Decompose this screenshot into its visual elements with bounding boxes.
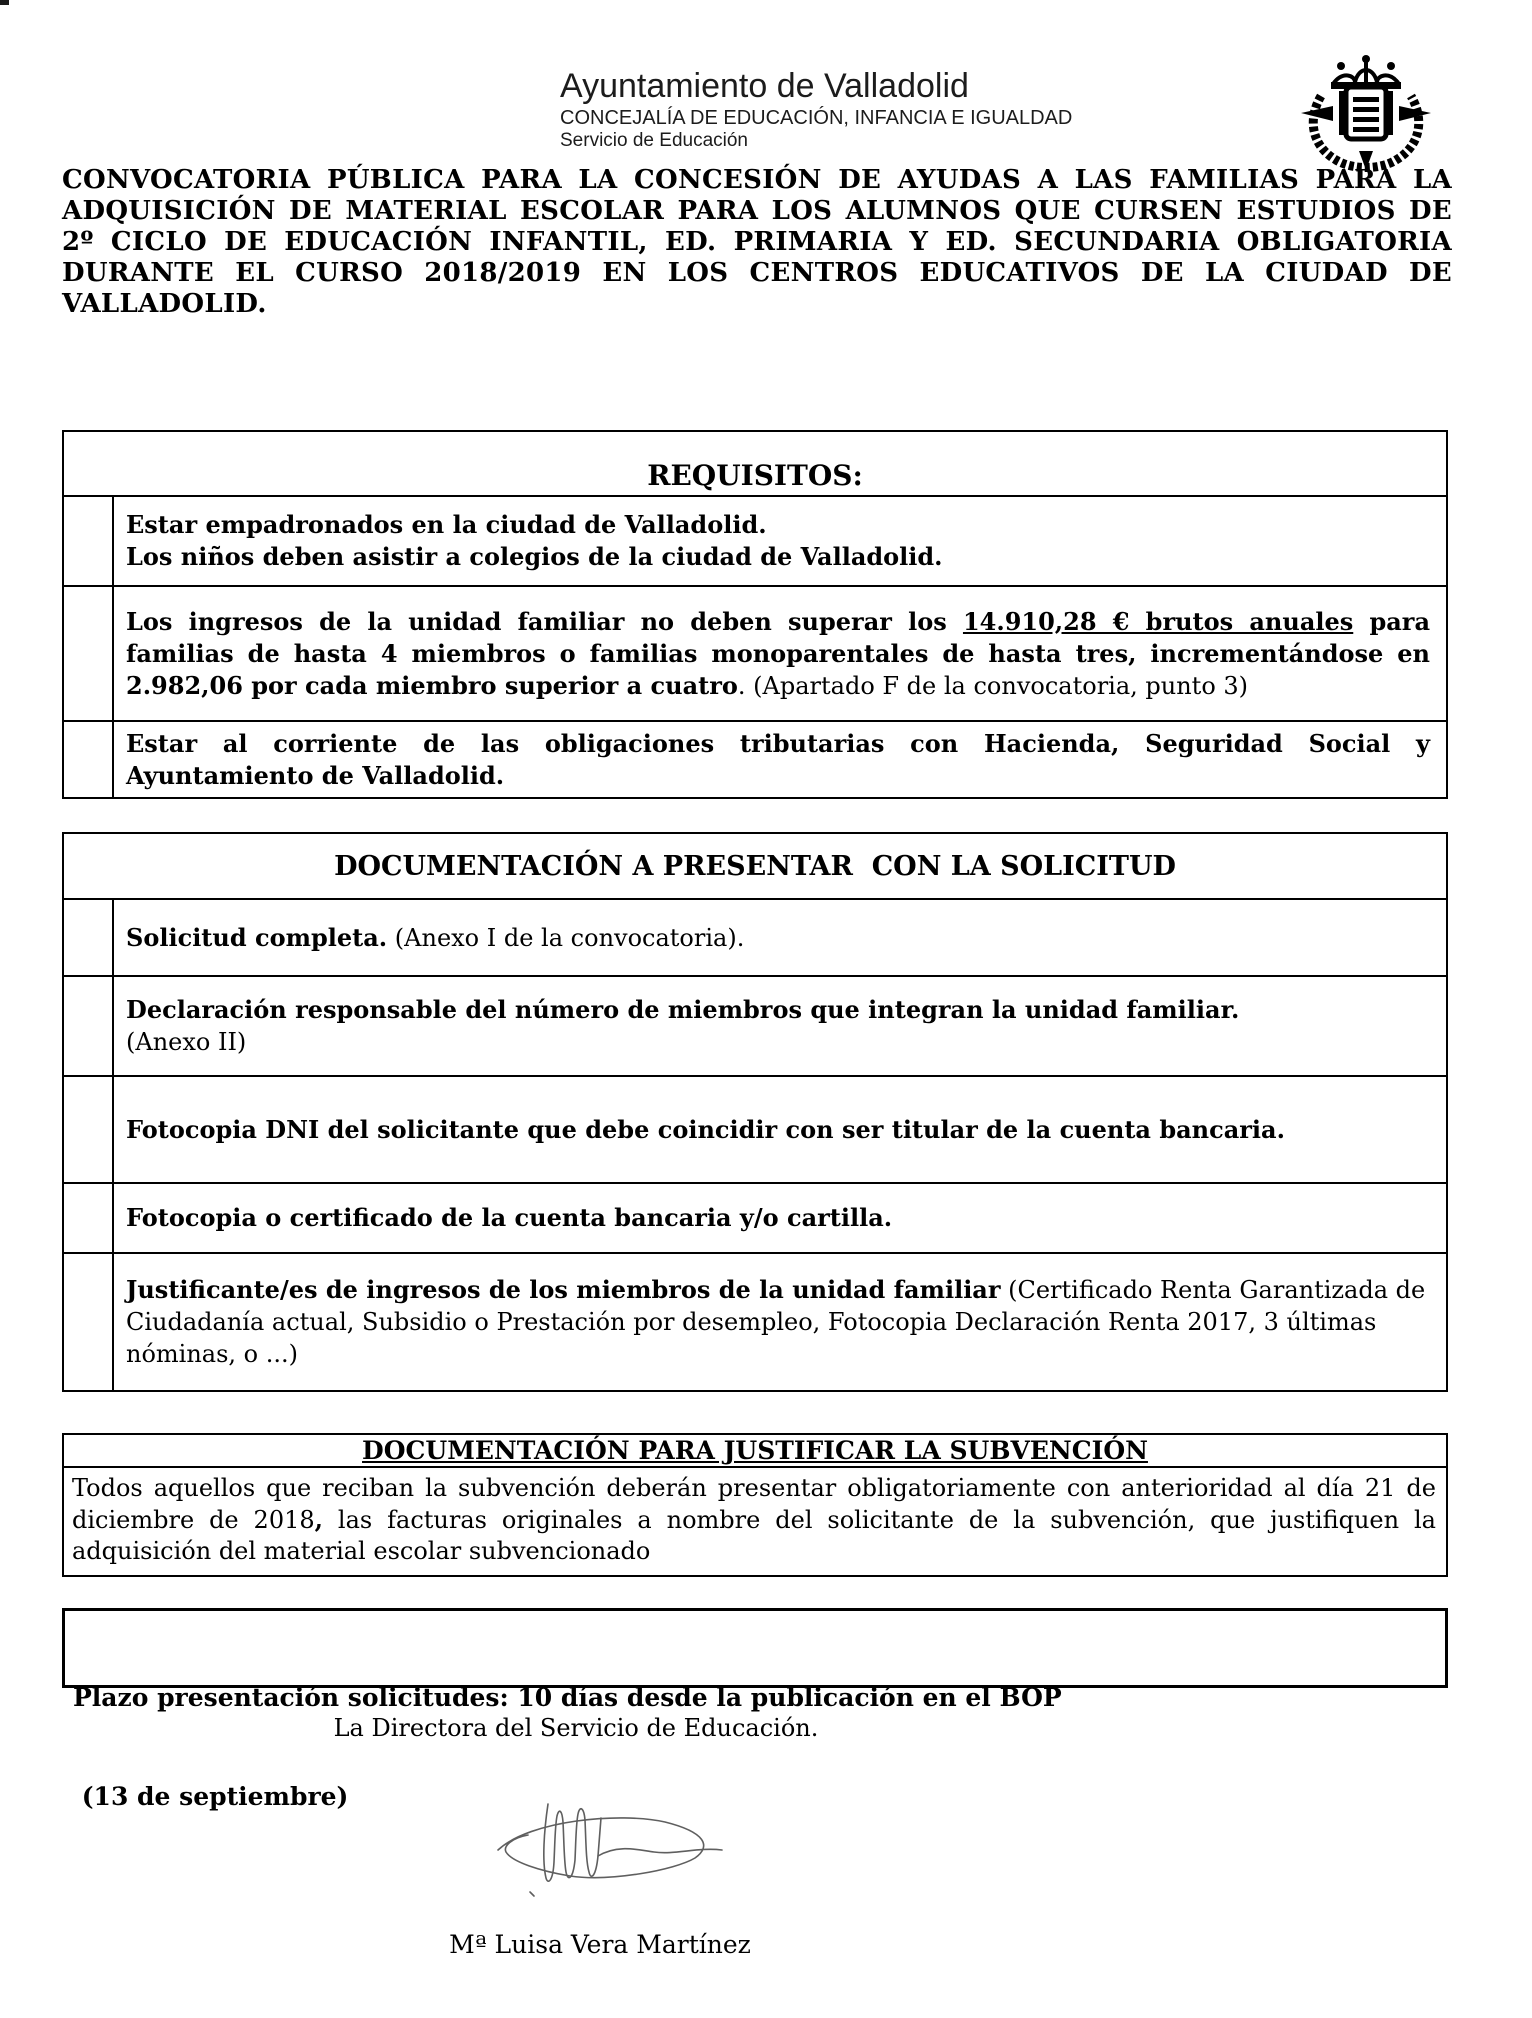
scan-artifact: [0, 0, 9, 5]
document-item: Fotocopia o certificado de la cuenta bancaria y/o cartilla.: [126, 1203, 893, 1232]
documentacion-header: DOCUMENTACIÓN A PRESENTAR CON LA SOLICITUD: [64, 834, 1446, 900]
justificacion-body: Todos aquellos que reciban la subvención deberán presentar obligatoriamente con anterioridad al día 21 de diciembre de 2018, las facturas originales a nombre del solicitante de la subvención, que justifiquen la adquisición del material escolar subvencionado: [72, 1474, 1436, 1565]
handwritten-signature: [470, 1786, 730, 1905]
document-title: CONVOCATORIA PÚBLICA PARA LA CONCESIÓN DE AYUDAS A LAS FAMILIAS PARA LA ADQUISICIÓN DE MATERIAL ESCOLAR PARA LOS ALUMNOS QUE CURSEN ESTUDIOS DE 2º CICLO DE EDUCACIÓN INFANTIL, ED. PRIMARIA Y ED. SECUNDARIA OBLIGATORIA DURANTE EL CURSO 2018/2019 EN LOS CENTROS EDUCATIVOS DE LA CIUDAD DE VALLADOLID.: [62, 165, 1452, 319]
checkbox-cell: [64, 977, 114, 1075]
justificacion-header: DOCUMENTACIÓN PARA JUSTIFICAR LA SUBVENCIÓN: [64, 1435, 1446, 1468]
checkbox-cell: [64, 1254, 114, 1390]
table-row: [64, 1075, 1446, 1182]
org-name: Ayuntamiento de Valladolid: [560, 67, 969, 105]
deadline-line1: Plazo presentación solicitudes: 10 días desde la publicación en el BOP: [73, 1683, 1062, 1712]
checkbox-cell: [64, 587, 114, 720]
document-item: Solicitud completa. (Anexo I de la convocatoria).: [126, 922, 745, 952]
requisitos-table: [62, 430, 1448, 799]
table-row: [64, 720, 1446, 797]
requirement-text: Los ingresos de la unidad familiar no deben superar los 14.910,28 € brutos anuales para familias de hasta 4 miembros o familias monoparentales de hasta tres, incrementándose en 2.982,06 por cada miembro superior a cuatro. (Apartado F de la convocatoria, punto 3): [126, 606, 1431, 700]
checkbox-cell: [64, 1077, 114, 1182]
table-row: [64, 900, 1446, 975]
table-row: [64, 585, 1446, 720]
checkbox-cell: [64, 497, 114, 585]
checkbox-cell: [64, 1184, 114, 1252]
org-department: CONCEJALÍA DE EDUCACIÓN, INFANCIA E IGUALDAD: [560, 106, 1073, 129]
table-row: [64, 975, 1446, 1075]
requirement-text: Estar empadronados en la ciudad de Valladolid. Los niños deben asistir a colegios de la ciudad de Valladolid.: [126, 510, 943, 571]
signer-name: Mª Luisa Vera Martínez: [449, 1930, 751, 1959]
org-service: Servicio de Educación: [560, 130, 748, 152]
requirement-text: Estar al corriente de las obligaciones tributarias con Hacienda, Seguridad Social y Ayuntamiento de Valladolid.: [126, 728, 1430, 790]
valladolid-coat-of-arms-icon: [1295, 50, 1437, 180]
table-row: [64, 497, 1446, 585]
document-item: Declaración responsable del número de miembros que integran la unidad familiar. (Anexo II): [126, 995, 1240, 1056]
letterhead: [560, 68, 1072, 152]
document-item: Fotocopia DNI del solicitante que debe coincidir con ser titular de la cuenta bancaria.: [126, 1114, 1285, 1144]
checkbox-cell: [64, 900, 114, 975]
checkbox-cell: [64, 722, 114, 797]
table-row: [64, 1252, 1446, 1390]
justificacion-table: [62, 1433, 1448, 1577]
document-item: Justificante/es de ingresos de los miembros de la unidad familiar (Certificado Renta Garantizada de Ciudadanía actual, Subsidio o Prestación por desempleo, Fotocopia Declaración Renta 2017, 3 últimas nóminas, o ...): [126, 1275, 1426, 1368]
table-row: [64, 1182, 1446, 1252]
deadline-line2: (13 de septiembre): [73, 1782, 349, 1811]
signer-role: La Directora del Servicio de Educación.: [333, 1714, 819, 1742]
documentacion-table: [62, 832, 1448, 1392]
requisitos-header: REQUISITOS:: [64, 432, 1446, 497]
